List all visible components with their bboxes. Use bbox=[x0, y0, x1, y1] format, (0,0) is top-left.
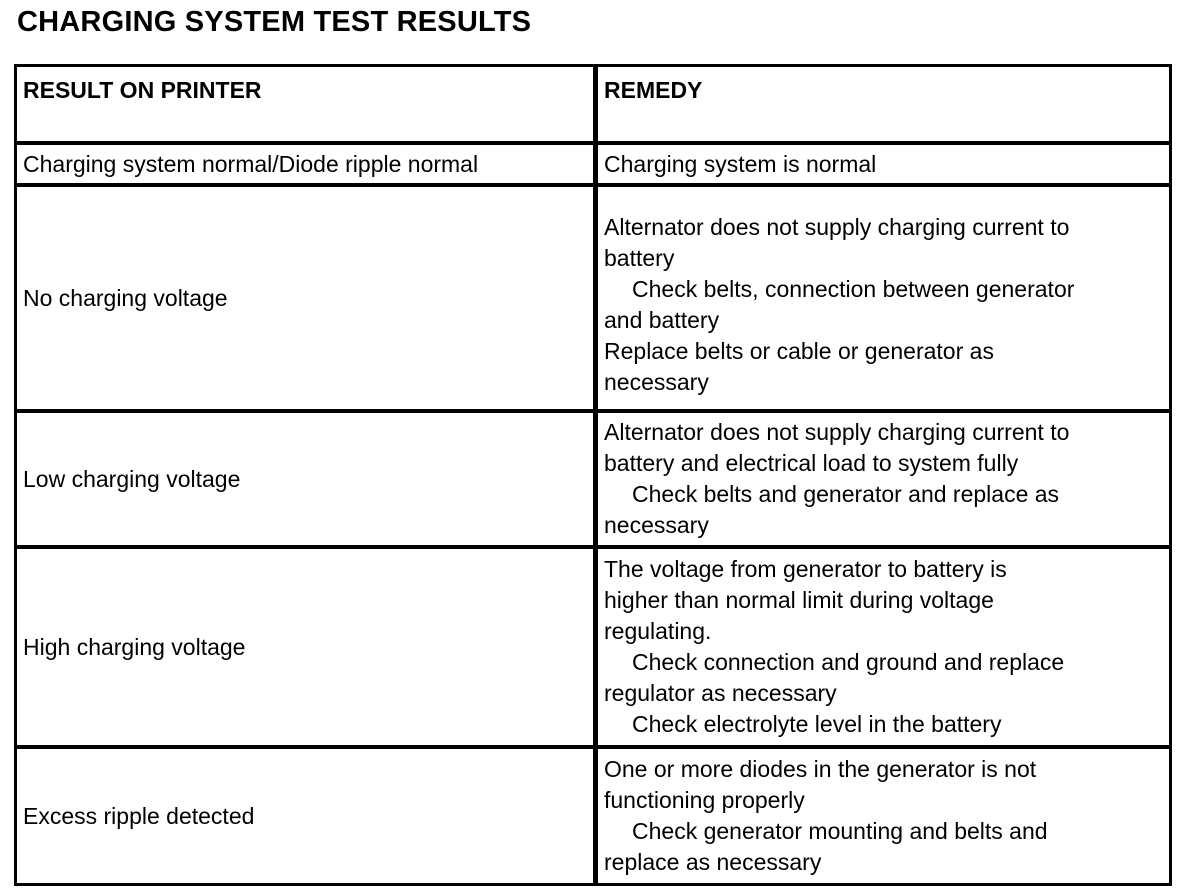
remedy-line: Check generator mounting and belts and bbox=[632, 818, 1048, 844]
remedy-line: One or more diodes in the generator is not bbox=[604, 756, 1037, 782]
remedy-line: replace as necessary bbox=[604, 849, 822, 875]
remedy-line: Alternator does not supply charging current to bbox=[604, 214, 1070, 240]
remedy-line: and battery bbox=[604, 307, 720, 333]
table-row-1-result: No charging voltage bbox=[17, 187, 593, 409]
table-row-1-remedy bbox=[598, 187, 1169, 409]
table-row-4-result: Excess ripple detected bbox=[17, 749, 593, 883]
remedy-line: The voltage from generator to battery is bbox=[604, 556, 1007, 582]
remedy-line: Charging system is normal bbox=[604, 150, 877, 177]
remedy-line: battery bbox=[604, 245, 675, 271]
remedy-line: necessary bbox=[604, 369, 709, 395]
table-row-0-result: Charging system normal/Diode ripple normal bbox=[17, 145, 593, 183]
remedy-line: Check belts and generator and replace as bbox=[632, 481, 1060, 507]
remedy-line: Alternator does not supply charging current to bbox=[604, 419, 1070, 445]
header-remedy: REMEDY bbox=[598, 67, 1169, 141]
remedy-line: higher than normal limit during voltage bbox=[604, 587, 994, 613]
remedy-line: regulating. bbox=[604, 618, 712, 644]
remedy-line: Check connection and ground and replace bbox=[632, 649, 1065, 675]
remedy-line: Replace belts or cable or generator as bbox=[604, 338, 994, 364]
remedy-line: battery and electrical load to system fully bbox=[604, 450, 1019, 476]
remedy-line: functioning properly bbox=[604, 787, 805, 813]
remedy-line: Check belts, connection between generator bbox=[632, 276, 1075, 302]
results-table bbox=[14, 64, 1172, 886]
table-row-3-result: High charging voltage bbox=[17, 549, 593, 745]
header-result-on-printer: RESULT ON PRINTER bbox=[17, 67, 593, 141]
remedy-line: regulator as necessary bbox=[604, 680, 837, 706]
remedy-line: necessary bbox=[604, 512, 709, 538]
table-row-2-result: Low charging voltage bbox=[17, 413, 593, 545]
page-title: CHARGING SYSTEM TEST RESULTS bbox=[17, 6, 532, 38]
table-row-2-remedy bbox=[598, 413, 1169, 545]
table-row-0-remedy bbox=[598, 145, 1169, 183]
table-row-3-remedy bbox=[598, 549, 1169, 745]
table-row-4-remedy bbox=[598, 749, 1169, 883]
remedy-line: Check electrolyte level in the battery bbox=[632, 711, 1002, 737]
